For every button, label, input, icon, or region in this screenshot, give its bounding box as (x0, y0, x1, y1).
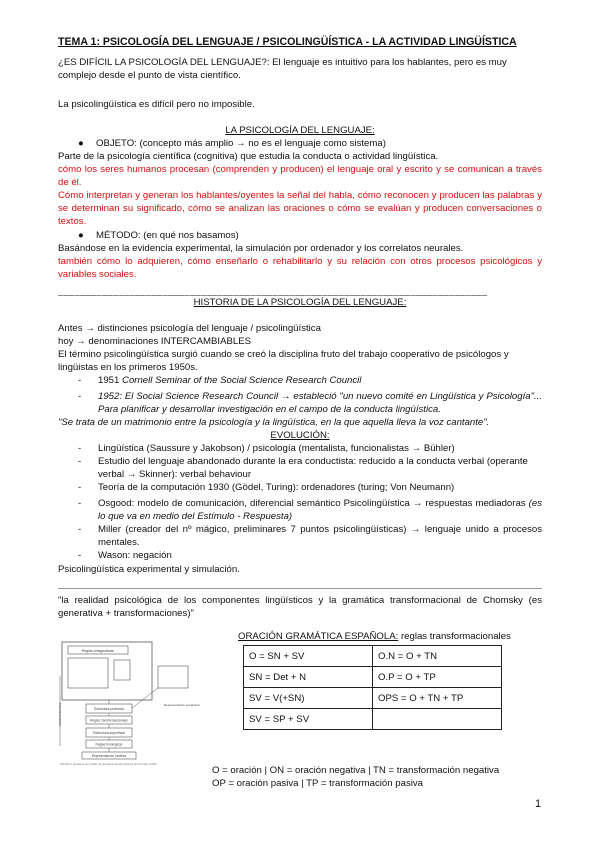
table-row (244, 709, 502, 730)
fig-box-semantic (158, 666, 188, 688)
table-cell: SV = SP + SV (244, 709, 373, 730)
dashed-separator: ______________________________________________________________________________ (58, 286, 488, 296)
horizontal-rule (58, 588, 542, 589)
fig-arrow (132, 688, 158, 708)
table-cell: OPS = O + TN + TP (373, 688, 502, 709)
red-text-procesan: cómo los seres humanos procesan (comprenden y producen) el lenguaje oral y escrito y se comunican a través de él. (58, 164, 542, 188)
evo-item: Teoría de la computación 1930 (Gödel, Turing): ordenadores (turing; Von Neumann) (98, 482, 455, 493)
dash-marker: - (78, 482, 82, 493)
metodo-bullet: MÉTODO: (en qué nos basamos) (96, 230, 239, 241)
hist-item-1951-name: Cornell Seminar of the Social Science Research Council (122, 375, 362, 386)
table-cell: O.P = O + TP (373, 667, 502, 688)
dash-marker: - (78, 550, 82, 561)
objeto-bullet: OBJETO: (concepto más amplio → no es el lenguaje como sistema) (96, 138, 386, 149)
dash-marker: - (78, 498, 82, 509)
fig-caption: FIGURA 1. Esquema del modelo de gramática transformacional de Chomsky (1965). (60, 763, 158, 766)
hist-item-1952: 1952: El Social Science Research Council → estableció "un nuevo comité en Lingüística y Psicología"... Para planificar y desarrollar investigación en el campo de la conducta lingüística. (98, 391, 542, 415)
evo-item: Estudio del lenguaje abandonado durante la era conductista: reducido a la conducta verbal (operante verbal → Skinner): verbal behaviour (98, 456, 528, 480)
intro-paragraph: La psicolingüística es difícil pero no imposible. (58, 99, 255, 110)
table-cell: SV = V(+SN) (244, 688, 373, 709)
historia-line-termino: El término psicolingüística surgió cuando se creó la disciplina fruto del trabajo cooperativo de psicólogos y lingüistas en los primeros 1950s. (58, 349, 509, 373)
section-heading-psicologia: LA PSICOLOGÍA DEL LENGUAJE: (225, 125, 375, 136)
fig-label-g: Representación semántica (164, 703, 200, 707)
fig-label-d: Estructura superficial (93, 731, 125, 735)
objeto-text: Parte de la psicología científica (cognitiva) que estudia la conducta o actividad lingüística. (58, 151, 439, 162)
transformational-rules-table (243, 645, 502, 730)
dash-marker: - (78, 524, 82, 535)
dash-marker: - (78, 456, 82, 467)
evo-item: Wason: negación (98, 550, 172, 561)
dash-marker: - (78, 375, 82, 386)
fig-label-f: Representación fonética (91, 754, 127, 758)
historia-line-hoy: hoy → denominaciones INTERCAMBIABLES (58, 336, 252, 347)
bullet-icon: ● (78, 138, 84, 149)
evo-item: Lingüística (Saussure y Jakobson) / psicología (mentalista, funcionalistas → Bühler) (98, 443, 455, 454)
table-title-main: ORACIÓN GRAMÁTICA ESPAÑOLA: (238, 631, 399, 642)
document-title: TEMA 1: PSICOLOGÍA DEL LENGUAJE / PSICOLINGÜÍSTICA - LA ACTIVIDAD LINGÜÍSTICA (58, 36, 517, 48)
table-title (238, 630, 542, 643)
intro-question: ¿ES DIFÍCIL LA PSICOLOGÍA DEL LENGUAJE?: El lenguaje es intuitivo para los hablantes, pero es muy complejo desde el punto de vista científico. (58, 57, 507, 81)
fig-label-c: Reglas transformacionales (90, 718, 128, 723)
bullet-icon: ● (78, 230, 84, 241)
evo-item-osgood-note: (es lo que va en medio del Estímulo - Respuesta) (98, 498, 542, 522)
red-text-adquieren: también cómo lo adquieren, cómo enseñarlo o rehabilitarlo y su relación con otros procesos psicológicos y variables sociales. (58, 256, 542, 280)
dash-marker: - (78, 391, 82, 402)
table-cell: SN = Det + N (244, 667, 373, 688)
quote-matrimonio: "Se trata de un matrimonio entre la psicología y la lingüística, en la que aquella lleva la voz cantante". (58, 417, 490, 428)
table-cell: O.N = O + TN (373, 646, 502, 667)
hist-item-1951-year: 1951 (98, 375, 123, 386)
fig-label-a: Reglas sintagmáticas (81, 649, 115, 653)
table-row (244, 667, 502, 688)
historia-closing: Psicolingüística experimental y simulación. (58, 564, 240, 575)
evolucion-heading: EVOLUCIÓN: (270, 430, 330, 441)
table-row (244, 688, 502, 709)
section-heading-historia: HISTORIA DE LA PSICOLOGÍA DEL LENGUAJE: (193, 297, 407, 308)
page-number: 1 (535, 798, 542, 810)
dash-marker: - (78, 443, 82, 454)
hist-item-1951 (98, 374, 542, 387)
table-legend-2: OP = oración pasiva | TP = transformación pasiva (212, 778, 424, 789)
historia-line-antes: Antes → distinciones psicología del lenguaje / psicolingüística (58, 323, 321, 334)
quote-chomsky: "la realidad psicológica de los componentes lingüísticos y la gramática transformacional de Chomsky (es generativa + transformaciones)" (58, 595, 542, 619)
metodo-text: Basándose en la evidencia experimental, la simulación por ordenador y los correlatos neurales. (58, 243, 464, 254)
table-legend-1: O = oración | ON = oración negativa | TN = transformación negativa (212, 765, 500, 776)
fig-label-b: Estructura profunda (94, 707, 124, 711)
table-row (244, 646, 502, 667)
evo-item (98, 497, 542, 523)
fig-label-comp: COMPONENTES (58, 702, 62, 726)
table-cell: O = SN + SV (244, 646, 373, 667)
fig-label-e: Reglas fonológicas (95, 742, 123, 747)
evo-item-osgood: Osgood: modelo de comunicación, diferencial semántico Psicolingüística → respuestas mediadoras (98, 498, 526, 509)
evo-item: Miller (creador del nº mágico, preliminares 7 puntos psicolingüísticas) → lenguaje unido a procesos mentales. (98, 524, 542, 548)
chomsky-diagram-figure (58, 636, 204, 768)
fig-box-lexicon (68, 658, 108, 688)
table-title-rest: reglas transformacionales (398, 631, 511, 642)
table-cell (373, 709, 502, 730)
fig-box-lex2 (114, 660, 130, 680)
red-text-interpretan: Cómo interpretan y generan los hablantes/oyentes la señal del habla, cómo reconocen y producen las palabras y se determinan su significado, cómo se analizan las oraciones o cómo se evalúan y producen conversaciones o textos. (58, 190, 542, 227)
